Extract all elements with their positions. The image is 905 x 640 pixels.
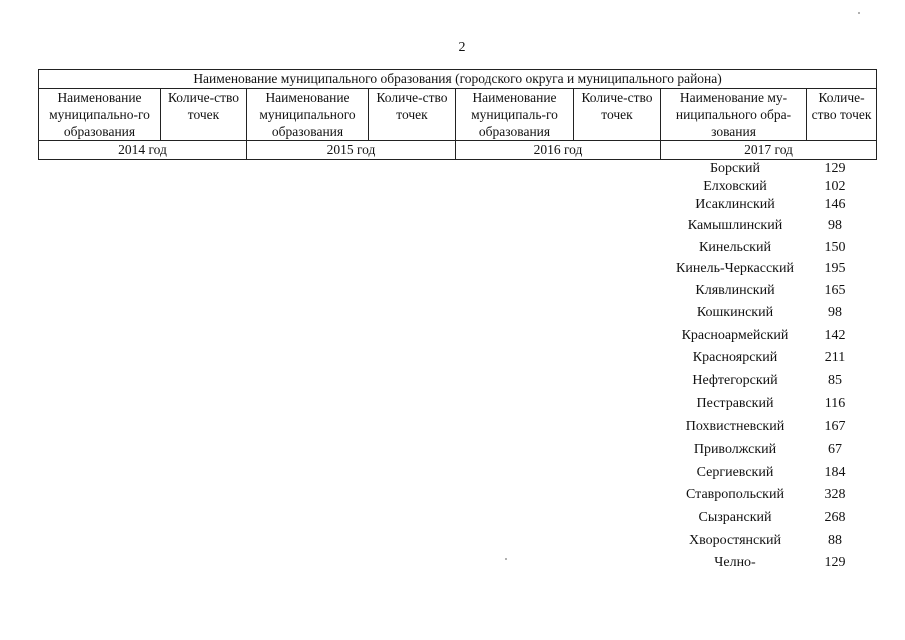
year-2016: 2016 год [456,141,661,160]
municipal-points-table [38,69,877,160]
points-count: 98 [828,218,842,233]
table-row [660,508,875,528]
points-count: 167 [824,419,846,434]
table-row [660,371,875,391]
points-count: 116 [824,396,846,411]
municipality-name: Борский [709,161,761,176]
points-count: 67 [828,442,842,457]
scan-speck [858,12,860,14]
municipality-name: Ставропольский [686,487,784,502]
table-row [660,259,875,279]
municipality-name: Хворостянский [688,533,782,548]
municipality-name: Похвистневский [685,419,785,434]
table-row [660,303,875,323]
table-title: Наименование муниципального образования (городского округа и муниципального района) [39,70,877,89]
year-2014: 2014 год [39,141,247,160]
municipality-name: Нефтегорский [692,373,778,388]
points-count: 142 [824,328,846,343]
points-count: 129 [824,161,846,176]
municipality-name: Челно- [714,555,756,570]
count-header-2016: Количе-ство точек [574,89,661,141]
count-header-2014: Количе-ство точек [161,89,247,141]
table-row [660,326,875,346]
table-row [660,485,875,505]
table-row [660,553,875,573]
table-row [660,348,875,368]
municipality-name: Клявлинский [695,283,775,298]
points-count: 85 [828,373,842,388]
municipality-name: Кошкинский [696,305,774,320]
municipality-name: Елховский [703,179,767,194]
name-header-2016: Наименование муниципаль-го образования [456,89,574,141]
municipality-name: Пестравский [696,396,774,411]
points-count: 184 [824,465,846,480]
page-number: 2 [458,40,466,55]
table-row [660,531,875,551]
points-count: 129 [824,555,846,570]
municipality-name: Красноярский [692,350,778,365]
name-header-2017: Наименование му-ниципального обра-зования [661,89,807,141]
points-count: 150 [824,240,846,255]
municipality-name: Красноармейский [681,328,789,343]
table-row [660,417,875,437]
table-row [660,159,875,179]
municipality-name: Исаклинский [695,197,775,212]
name-header-2014: Наименование муниципально-го образования [39,89,161,141]
municipality-name: Камышлинский [687,218,783,233]
year-2015: 2015 год [247,141,456,160]
count-header-2017: Количе-ство точек [807,89,877,141]
year-2017: 2017 год [661,141,877,160]
table-row [660,216,875,236]
count-header-2015: Количе-ство точек [369,89,456,141]
municipality-name: Кинельский [699,240,771,255]
points-count: 328 [824,487,846,502]
table-row [660,463,875,483]
table-row [660,238,875,258]
scan-speck [505,558,507,560]
municipality-name: Кинель-Черкасский [676,261,794,276]
points-count: 146 [824,197,846,212]
table-row [660,440,875,460]
points-count: 211 [824,350,846,365]
points-count: 268 [824,510,846,525]
points-count: 195 [824,261,846,276]
table-row [660,281,875,301]
points-count: 88 [828,533,842,548]
points-count: 102 [824,179,846,194]
municipality-name: Сергиевский [696,465,774,480]
points-count: 165 [824,283,846,298]
table-row [660,394,875,414]
points-count: 98 [828,305,842,320]
municipality-name: Сызранский [698,510,772,525]
municipality-name: Приволжский [693,442,777,457]
name-header-2015: Наименование муниципального образования [247,89,369,141]
table-row [660,177,875,197]
table-row [660,195,875,215]
